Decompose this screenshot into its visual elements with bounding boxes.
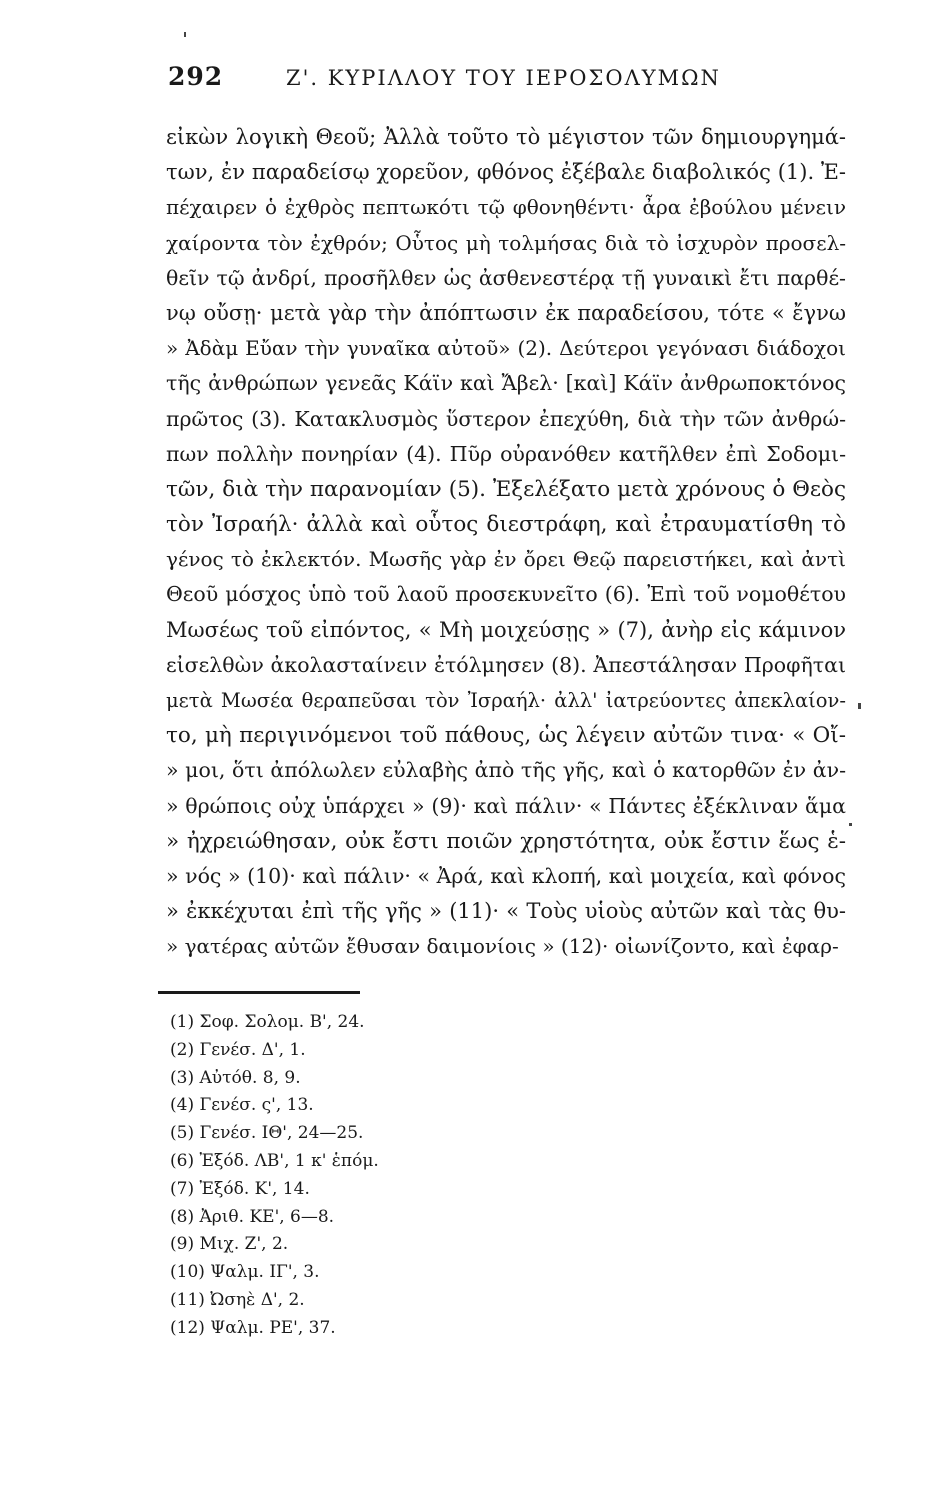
- text-line: » γατέρας αὐτῶν ἔθυσαν δαιμονίοις » (12)· οἰωνίζοντο, καὶ ἐφαρ-: [166, 934, 839, 959]
- text-line: μετὰ Μωσέα θεραπεῦσαι τὸν Ἰσραήλ· ἀλλ' ἰατρεύοντες ἀπεκλαίον-: [166, 689, 846, 712]
- footnote: (6) Ἐξόδ. ΛΒ', 1 κ' ἑπόμ.: [170, 1150, 379, 1171]
- text-line: νῳ οὔσῃ· μετὰ γὰρ τὴν ἀπόπτωσιν ἐκ παραδείσου, τότε « ἔγνω: [166, 300, 846, 325]
- text-line: πέχαιρεν ὁ ἐχθρὸς πεπτωκότι τῷ φθονηθέντι· ἆρα ἐβούλου μένειν: [166, 195, 846, 220]
- text-line: των, ἐν παραδείσῳ χορεῦον, φθόνος ἐξέβαλε διαβολικός (1). Ἐ-: [166, 160, 846, 185]
- footnote: (4) Γενέσ. ς', 13.: [170, 1095, 314, 1116]
- paper-speck: [858, 703, 861, 709]
- text-line: » μοι, ὅτι ἀπόλωλεν εὐλαβὴς ἀπὸ τῆς γῆς, καὶ ὁ κατορθῶν ἐν ἀν-: [166, 758, 846, 783]
- paper-speck: [184, 32, 186, 37]
- text-line: χαίροντα τὸν ἐχθρόν; Οὗτος μὴ τολμήσας διὰ τὸ ἰσχυρὸν προσελ-: [166, 230, 846, 255]
- text-line: » θρώποις οὐχ ὑπάρχει » (9)· καὶ πάλιν· « Πάντες ἐξέκλιναν ἅμα: [166, 793, 846, 818]
- footnote-rule: [158, 991, 360, 994]
- text-line: » Ἀδὰμ Εὔαν τὴν γυναῖκα αὐτοῦ» (2). Δεύτεροι γεγόνασι διάδοχοι: [166, 336, 846, 361]
- page-number: 292: [168, 62, 224, 91]
- text-line: τῆς ἀνθρώπων γενεᾶς Κάϊν καὶ Ἄβελ· [καὶ] Κάϊν ἀνθρωποκτόνος: [166, 371, 846, 396]
- footnote: (1) Σοφ. Σολομ. Β', 24.: [170, 1012, 365, 1032]
- text-line: θεῖν τῷ ἀνδρί, προσῆλθεν ὡς ἀσθενεστέρᾳ τῇ γυναικὶ ἔτι παρθέ-: [166, 265, 846, 290]
- footnote: (8) Ἀριθ. ΚΕ', 6—8.: [170, 1206, 335, 1227]
- text-line: εἰκὼν λογικὴ Θεοῦ; Ἀλλὰ τοῦτο τὸ μέγιστον τῶν δημιουργημά-: [166, 125, 846, 149]
- text-line: τῶν, διὰ τὴν παρανομίαν (5). Ἐξελέξατο μετὰ χρόνους ὁ Θεὸς: [166, 476, 846, 502]
- paper-speck: [849, 823, 852, 826]
- footnote: (5) Γενέσ. ΙΘ', 24—25.: [170, 1123, 364, 1144]
- body-text: [166, 120, 846, 965]
- footnote: (11) Ὠσηὲ Δ', 2.: [170, 1289, 305, 1310]
- text-line: » νός » (10)· καὶ πάλιν· « Ἀρά, καὶ κλοπή, καὶ μοιχεία, καὶ φόνος: [166, 863, 846, 888]
- page-header: [168, 62, 840, 102]
- text-line: Μωσέως τοῦ εἰπόντος, « Μὴ μοιχεύσῃς » (7), ἀνὴρ εἰς κάμινον: [166, 617, 846, 642]
- footnote: (3) Αὐτόθ. 8, 9.: [170, 1067, 301, 1088]
- footnotes: [170, 1009, 570, 1343]
- footnote: (2) Γενέσ. Δ', 1.: [170, 1039, 306, 1060]
- footnote: (7) Ἐξόδ. Κ', 14.: [170, 1178, 310, 1199]
- footnote: (9) Μιχ. Ζ', 2.: [170, 1234, 289, 1255]
- text-line: Θεοῦ μόσχος ὑπὸ τοῦ λαοῦ προσεκυνεῖτο (6). Ἐπὶ τοῦ νομοθέτου: [166, 582, 846, 607]
- running-title: Ζ'. ΚΥΡΙΛΛΟΥ ΤΟΥ ΙΕΡΟΣΟΛΥΜΩΝ: [286, 66, 721, 90]
- text-line: το, μὴ περιγινόμενοι τοῦ πάθους, ὡς λέγειν αὐτῶν τινα· « Οἴ-: [166, 723, 846, 749]
- text-line: εἰσελθὼν ἀκολασταίνειν ἐτόλμησεν (8). Ἀπεστάλησαν Προφῆται: [166, 652, 846, 677]
- text-line: πρῶτος (3). Κατακλυσμὸς ὕστερον ἐπεχύθη, διὰ τὴν τῶν ἀνθρώ-: [166, 406, 846, 431]
- footnote: (12) Ψαλμ. ΡΕ', 37.: [170, 1317, 336, 1338]
- text-line: » ἠχρειώθησαν, οὐκ ἔστι ποιῶν χρηστότητα, οὐκ ἔστιν ἕως ἑ-: [166, 828, 846, 854]
- text-line: πων πολλὴν πονηρίαν (4). Πῦρ οὐρανόθεν κατῆλθεν ἐπὶ Σοδομι-: [166, 441, 846, 466]
- text-line: γένος τὸ ἐκλεκτόν. Μωσῆς γὰρ ἐν ὄρει Θεῷ παρειστήκει, καὶ ἀντὶ: [166, 547, 846, 572]
- footnote: (10) Ψαλμ. ΙΓ', 3.: [170, 1262, 320, 1283]
- text-line: » ἐκκέχυται ἐπὶ τῆς γῆς » (11)· « Τοὺς υἱοὺς αὐτῶν καὶ τὰς θυ-: [166, 899, 846, 924]
- text-line: τὸν Ἰσραήλ· ἀλλὰ καὶ οὗτος διεστράφη, καὶ ἐτραυματίσθη τὸ: [166, 512, 846, 538]
